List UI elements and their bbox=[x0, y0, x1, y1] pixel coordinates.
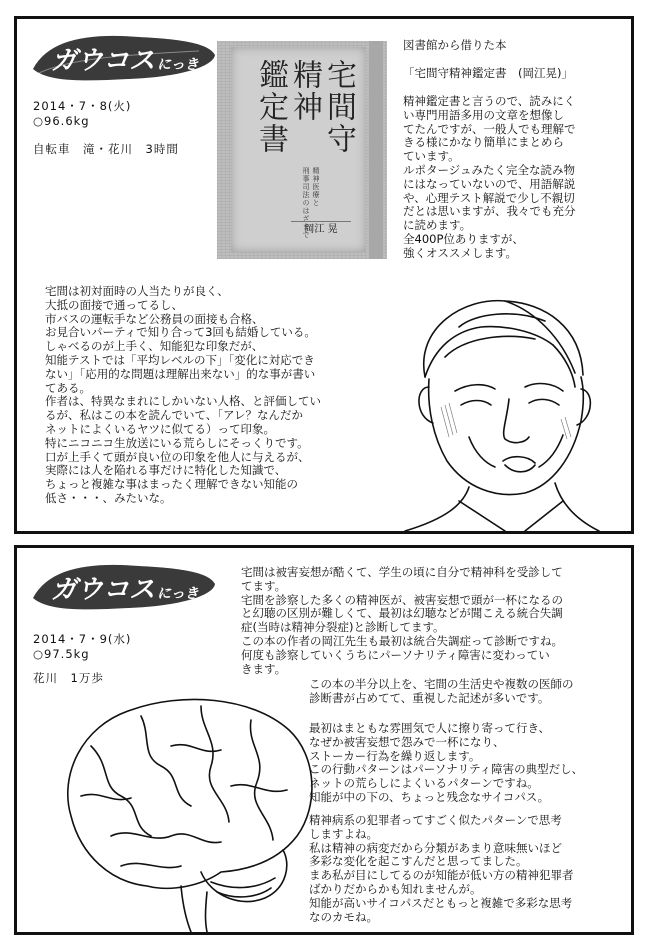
brain-illustration bbox=[51, 686, 321, 932]
diary-panel-2 bbox=[14, 545, 634, 935]
logo-brush-graphic bbox=[29, 29, 219, 87]
cover-title-line-1: 宅間守 bbox=[321, 59, 356, 155]
book-title: 「宅間守精神鑑定書 (岡江晃)」 bbox=[403, 66, 573, 80]
cover-author: 岡江 晃 bbox=[291, 221, 351, 238]
book-review: 精神鑑定書と言うので、読みにく い専門用語多用の文章を想像し てたんですが、一般人でも理解で きる様にかなり簡単にまとめら ています。 ルポタージュみたく完全な読み物 にはなっていないので、用語解説 や、心理テスト解説で少し不親切 だとは思いますが、我々でも充分 に読めます。 全400P位ありますが、 強くオススメします。 bbox=[403, 94, 576, 260]
detail-paragraph: 最初はまともな雰囲気で人に擦り寄って行き、 なぜか被害妄想で怨みで一杯になり、 ストーカー行為を繰り返します。 この行動パターンはパーソナリティ障害の典型だし、 ネットの荒らしによくいるパターンですね。 知能が中の下の、ちょっと残念なサイコパス。 bbox=[309, 721, 584, 804]
book-cover-image bbox=[217, 41, 387, 259]
face-illustration bbox=[385, 287, 605, 533]
entry-weight-2: ○97.5kg bbox=[33, 647, 90, 661]
diary-logo-2 bbox=[29, 558, 219, 616]
book-cover bbox=[231, 47, 366, 252]
entry-weight: ○96.6kg bbox=[33, 114, 90, 128]
cover-title-line-3: 鑑定書 bbox=[253, 59, 288, 155]
half-paragraph: この本の半分以上を、宅間の生活史や複数の医師の 診断書が占めてて、重視した記述が多いです。 bbox=[309, 677, 574, 705]
book-heading: 図書館から借りた本 bbox=[403, 38, 507, 52]
book-spine bbox=[369, 41, 383, 259]
svg-text:にっき: にっき bbox=[157, 586, 199, 602]
entry-date-weight-2 bbox=[33, 632, 131, 662]
diary-panel-1 bbox=[14, 16, 634, 534]
entry-date-weight bbox=[33, 99, 131, 129]
traits-paragraph: 宅間は初対面時の人当たりが良く、 大抵の面接で通ってるし、 市バスの運転手など公務員の面接も合格、 お見合いパーティで知り合って3回も結婚している。 しゃべるのが上手く、知能犯な印象だが、 知能テストでは「平均レベルの下」「変化に対応でき ない」「応用的な問題は理解出来ない」的な事が書い てある。 作者は、特異なまれにしかいない人格、と評価してい るが、私はこの本を読んでいて、「アレ？なんだか ネットによくいるヤツに似てる）って印象。 特にニコニコ生放送にいる荒らしにそっくりです。 口が上手くて頭が良い位の印象を他人に与えるが、 実際には人を陥れる事だけに特化した知識で、 ちょっと複雑な事はまったく理解できない知能の 低さ・・・、みたいな。 bbox=[45, 284, 321, 505]
cover-subtitle-1: 精神医療と bbox=[312, 167, 320, 207]
intro-paragraph: 宅間は被害妄想が酷くて、学生の頃に自分で精神科を受診して てます。 宅間を診察した多くの精神医が、被害妄想で頭が一杯になるの と幻聴の区別が難しくて、最初は幻聴などが聞こえる統合失調 症(当時は精神分裂症)と診断してます。 この本の作者の岡江先生も最初は統合失調症って診断ですね。 何度も診察していくうちにパーソナリティ障害に変わってい きます。 bbox=[241, 565, 563, 676]
cover-subtitle-2: 刑事司法のはざまで bbox=[302, 167, 310, 239]
entry-activity-2: 花川 1万歩 bbox=[33, 671, 104, 685]
diary-logo bbox=[29, 29, 219, 87]
entry-date-2: 2014・7・9(水) bbox=[33, 632, 132, 646]
svg-text:にっき: にっき bbox=[157, 57, 199, 73]
svg-text:ガウコス: ガウコス bbox=[51, 575, 156, 605]
logo-brush-graphic-2 bbox=[29, 558, 219, 616]
svg-text:ガウコス: ガウコス bbox=[51, 46, 156, 76]
psycho-paragraph: 精神病系の犯罪者ってすごく似たパターンで思考 しますよね。 私は精神の病変だから分類があまり意味無いほど 多彩な変化を起こすんだと思ってました。 まあ私が目にしてるのが知能が低い方の精神犯罪者 ばかりだからかも知れませんが。 知能が高いサイコパスだともっと複雑で多彩な思考 なのカモね。 bbox=[309, 813, 574, 924]
entry-activity: 自転車 滝・花川 3時間 bbox=[33, 142, 179, 156]
cover-title-line-2: 精神 bbox=[287, 59, 322, 123]
entry-date: 2014・7・8(火) bbox=[33, 99, 132, 113]
